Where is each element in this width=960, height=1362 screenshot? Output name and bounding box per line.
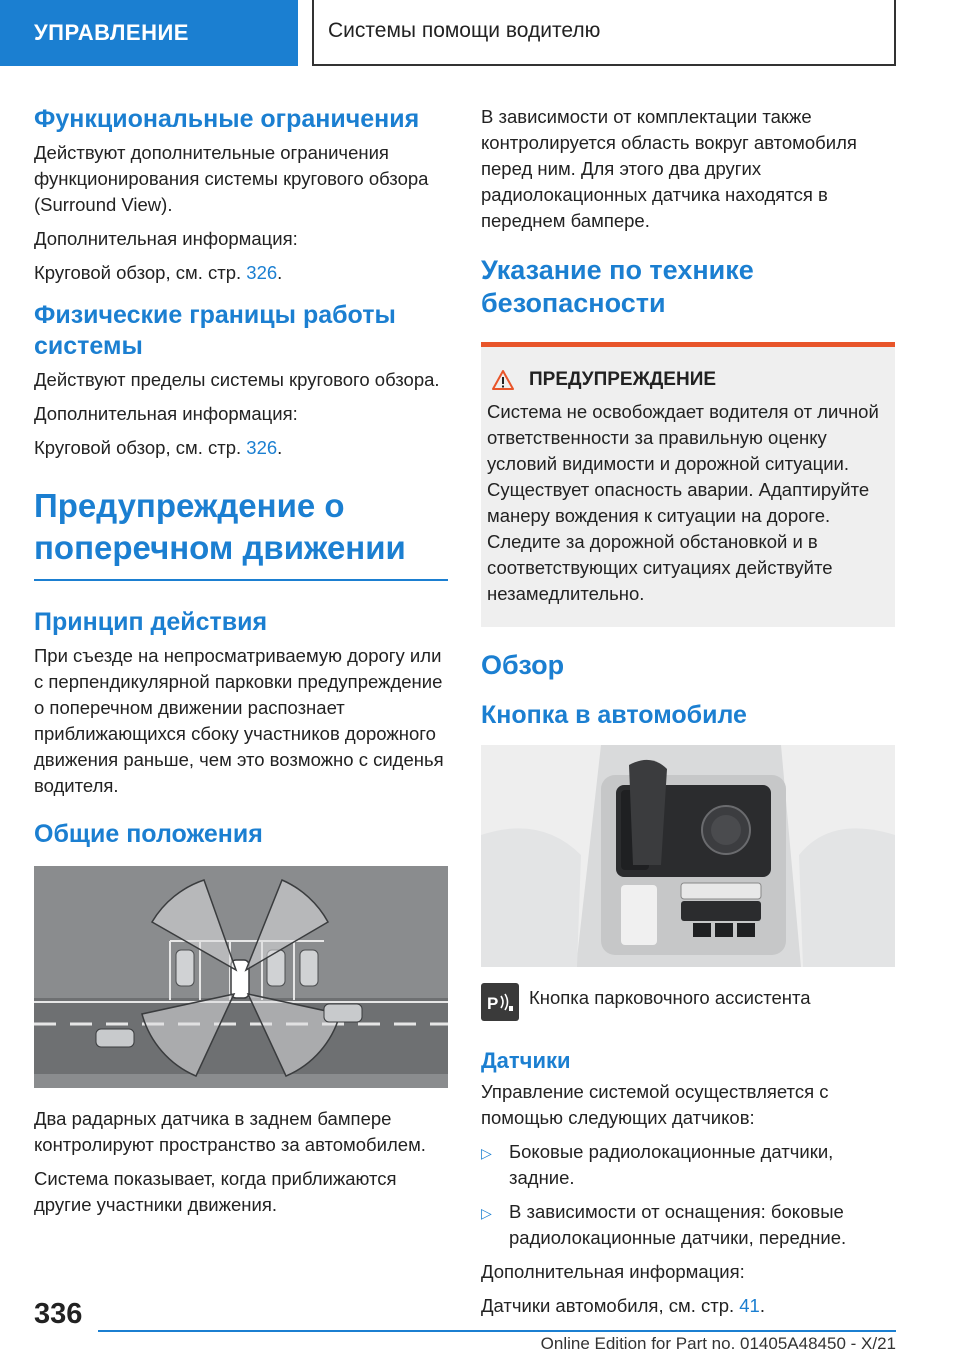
general-caption-1: Два радарных датчика в заднем бампере контролируют пространство за автомобилем. [34,1108,426,1155]
general-caption-2: Система показывает, когда приближаются другие участники движения. [34,1168,397,1215]
sensor-bullet [481,1139,895,1191]
sensor-bullet-text: Боковые радиолокационные датчики, задние. [509,1141,834,1188]
center-console-photo [481,745,895,967]
edition-text: Online Edition for Part no. 01405A48450 - X/21 [540,1334,896,1353]
warning-title [491,369,885,391]
footer-divider [98,1330,896,1332]
bullet-triangle-icon: ▷ [481,1145,492,1161]
chapter-header: Системы помощи водителю [312,0,896,66]
parking-assistant-button-icon [481,983,519,1021]
page-link-326[interactable]: 326 [246,262,278,283]
phys-limits-more-info: Дополнительная информация: [34,403,298,424]
left-column [34,104,448,1226]
func-limits-reference [34,260,448,286]
page-link-41[interactable]: 41 [739,1295,760,1316]
phys-limits-reference [34,435,448,461]
sensor-bullet-text: В зависимости от оснащения: боковые радиолокационные датчики, передние. [509,1201,847,1248]
button-caption-row [481,983,895,1021]
phys-limits-text: Действуют пределы системы кругового обзора. [34,369,440,390]
warning-text: Система не освобождает водителя от личной ответственности за правильную оценку условий видимости и дорожной ситуации. Существует опасность аварии. Адаптируйте манеру вождения к ситуации на дороге. Следите за дорожной обстановкой и в соответствующих ситуациях действуйте незамедлительно. [487,401,879,604]
warning-label: ПРЕДУПРЕЖДЕНИЕ [529,369,717,390]
section-divider [34,579,448,581]
ref-text: Круговой обзор, см. стр. [34,437,247,458]
overview-heading: Обзор [481,650,565,680]
section-header: УПРАВЛЕНИЕ [0,0,298,66]
func-limits-text: Действуют дополнительные ограничения функционирования системы кругового обзора (Surround View). [34,142,429,215]
func-limits-more-info: Дополнительная информация: [34,228,298,249]
ref-end: . [759,1295,765,1316]
sensors-more-info: Дополнительная информация: [481,1261,745,1282]
bullet-triangle-icon: ▷ [481,1205,492,1221]
button-heading: Кнопка в автомобиле [481,701,747,729]
safety-heading: Указание по технике безопасности [481,255,754,318]
ref-text: Круговой обзор, см. стр. [34,262,247,283]
principle-heading: Принцип действия [34,608,268,636]
phys-limits-heading: Физические границы работы системы [34,301,396,360]
warning-box [481,342,895,627]
button-caption: Кнопка парковочного ассистента [529,987,811,1008]
right-column [481,104,895,1327]
ref-end: . [277,262,283,283]
sensor-bullet [481,1199,895,1251]
page-number: 336 [34,1298,83,1330]
principle-text: При съезде на непросматриваемую дорогу или с перпендикулярной парковки предупреждение о поперечном движении распознает приближающихся сбоку участников дорожного движения раньше, чем это возможно с сиденья водителя. [34,645,444,796]
warning-triangle-icon [491,369,515,391]
radar-coverage-diagram [34,866,448,1088]
cross-traffic-heading: Предупреждение о поперечном движении [34,487,406,566]
func-limits-heading: Функциональные ограничения [34,105,420,133]
sensors-text: Управление системой осуществляется с помощью следующих датчиков: [481,1081,829,1128]
svg-text:P: P [487,994,499,1013]
general-heading: Общие положения [34,820,263,848]
parking-assistant-icon [485,990,515,1014]
intro-text: В зависимости от комплектации также контролируется область вокруг автомобиля перед ним. Для этого два других радиолокационных датчика находятся в переднем бампере. [481,106,857,231]
page-link-326[interactable]: 326 [246,437,278,458]
sensors-reference [481,1293,895,1319]
sensors-heading: Датчики [481,1048,571,1073]
ref-end: . [277,437,283,458]
ref-text: Датчики автомобиля, см. стр. [481,1295,740,1316]
